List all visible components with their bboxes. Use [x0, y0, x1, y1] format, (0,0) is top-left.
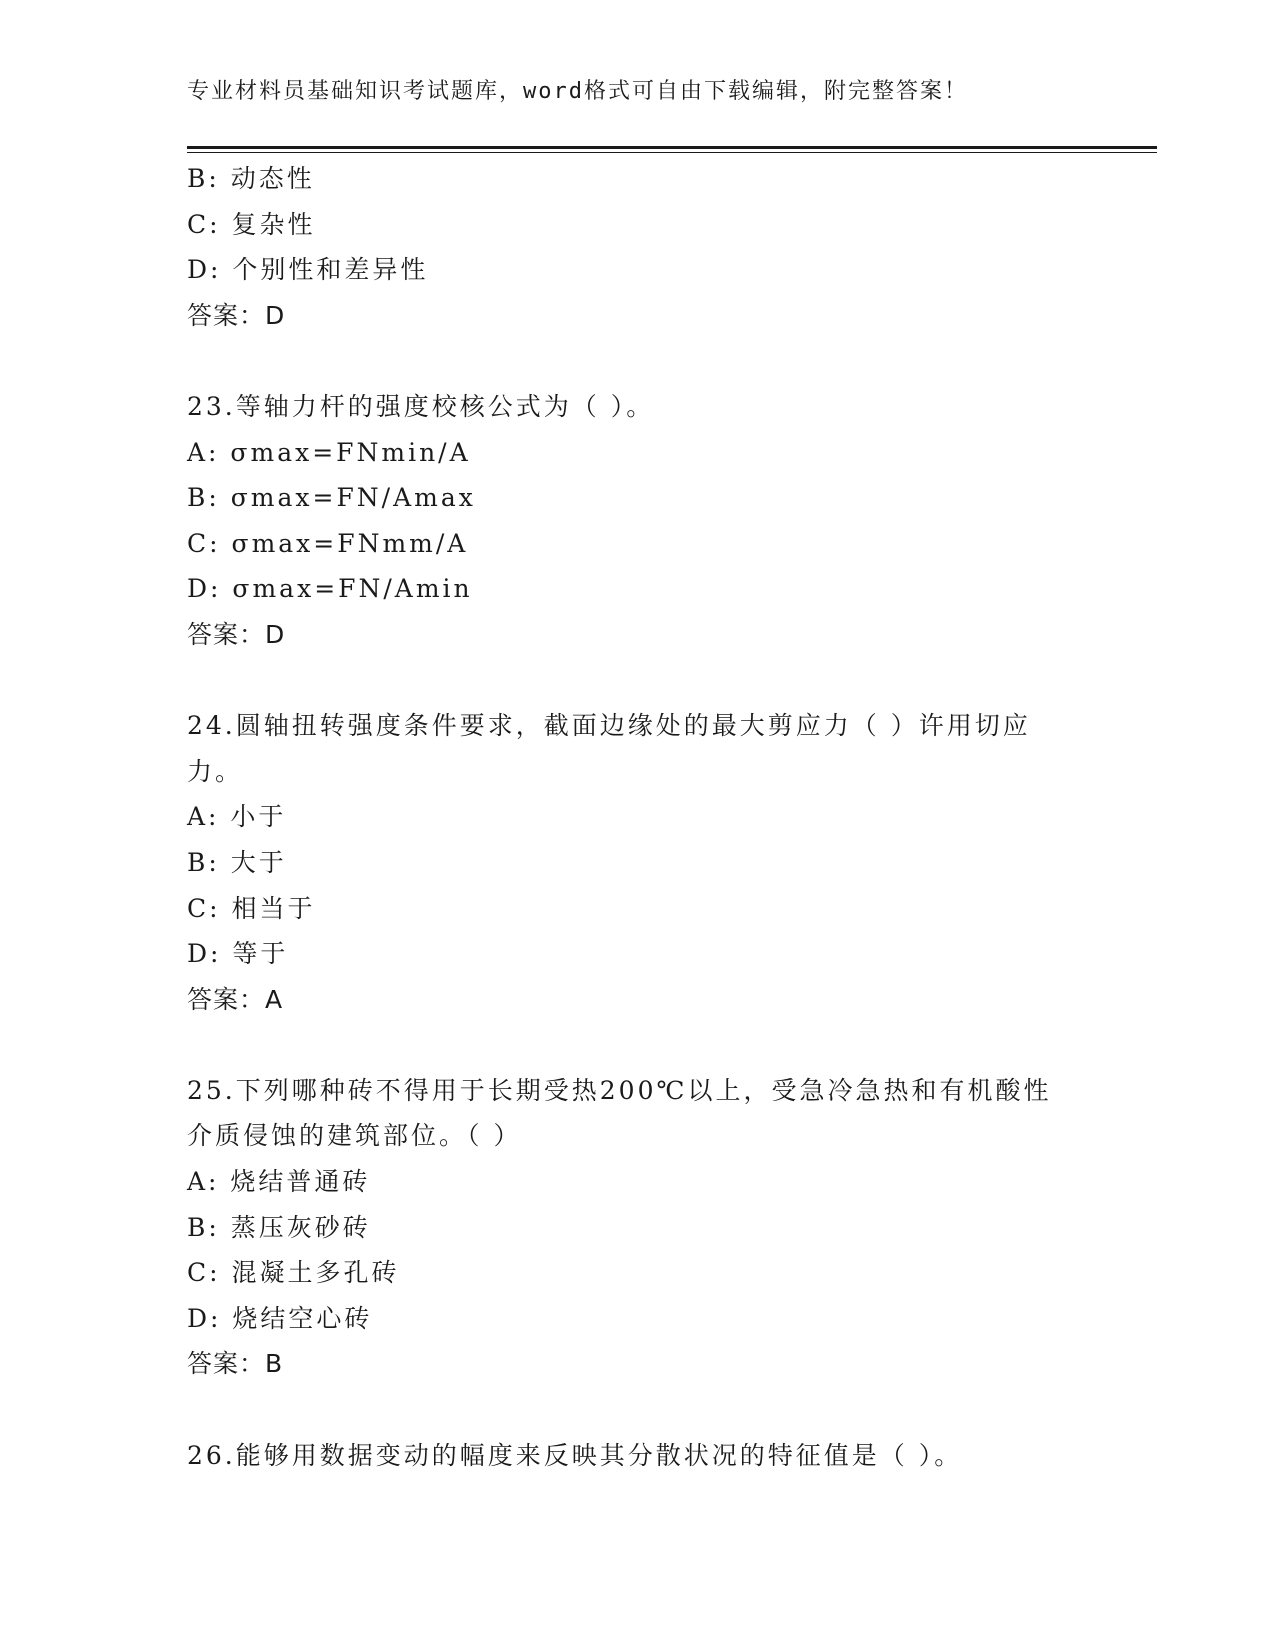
option-c: C: 复杂性 — [187, 209, 316, 239]
answer-line: 答案：B — [187, 1349, 284, 1379]
option-d: D: 等于 — [187, 939, 289, 969]
answer-line: 答案：A — [187, 984, 284, 1014]
option-a: A: 烧结普通砖 — [187, 1167, 371, 1197]
question-stem: 24.圆轴扭转强度条件要求，截面边缘处的最大剪应力（ ）许用切应 — [187, 711, 1031, 741]
answer-line: 答案：D — [187, 300, 286, 330]
header-rule-thin — [187, 152, 1157, 153]
option-c: C: σmax=FNmm/A — [187, 528, 469, 558]
option-b: B: σmax=FN/Amax — [187, 483, 476, 513]
header-rule-thick — [187, 146, 1157, 149]
option-c: C: 混凝土多孔砖 — [187, 1258, 400, 1288]
option-d: D: 烧结空心砖 — [187, 1303, 373, 1333]
question-stem-cont: 介质侵蚀的建筑部位。（ ） — [187, 1121, 522, 1151]
page-header: 专业材料员基础知识考试题库，word格式可自由下载编辑，附完整答案！ — [187, 79, 968, 104]
question-stem-cont: 力。 — [187, 756, 244, 786]
option-d: D: 个别性和差异性 — [187, 255, 429, 285]
option-b: B: 蒸压灰砂砖 — [187, 1212, 371, 1242]
document-body — [187, 156, 1087, 1478]
question-stem: 26.能够用数据变动的幅度来反映其分散状况的特征值是（ ）。 — [187, 1440, 963, 1470]
option-b: B: 动态性 — [187, 164, 315, 193]
question-stem: 25.下列哪种砖不得用于长期受热200℃以上，受急冷急热和有机酸性 — [187, 1075, 1052, 1105]
answer-line: 答案：D — [187, 619, 286, 649]
option-a: A: 小于 — [187, 802, 287, 832]
option-b: B: 大于 — [187, 847, 287, 877]
option-c: C: 相当于 — [187, 893, 316, 923]
option-a: A: σmax=FNmin/A — [187, 437, 471, 467]
option-d: D: σmax=FN/Amin — [187, 574, 473, 604]
question-stem: 23.等轴力杆的强度校核公式为（ ）。 — [187, 391, 655, 421]
